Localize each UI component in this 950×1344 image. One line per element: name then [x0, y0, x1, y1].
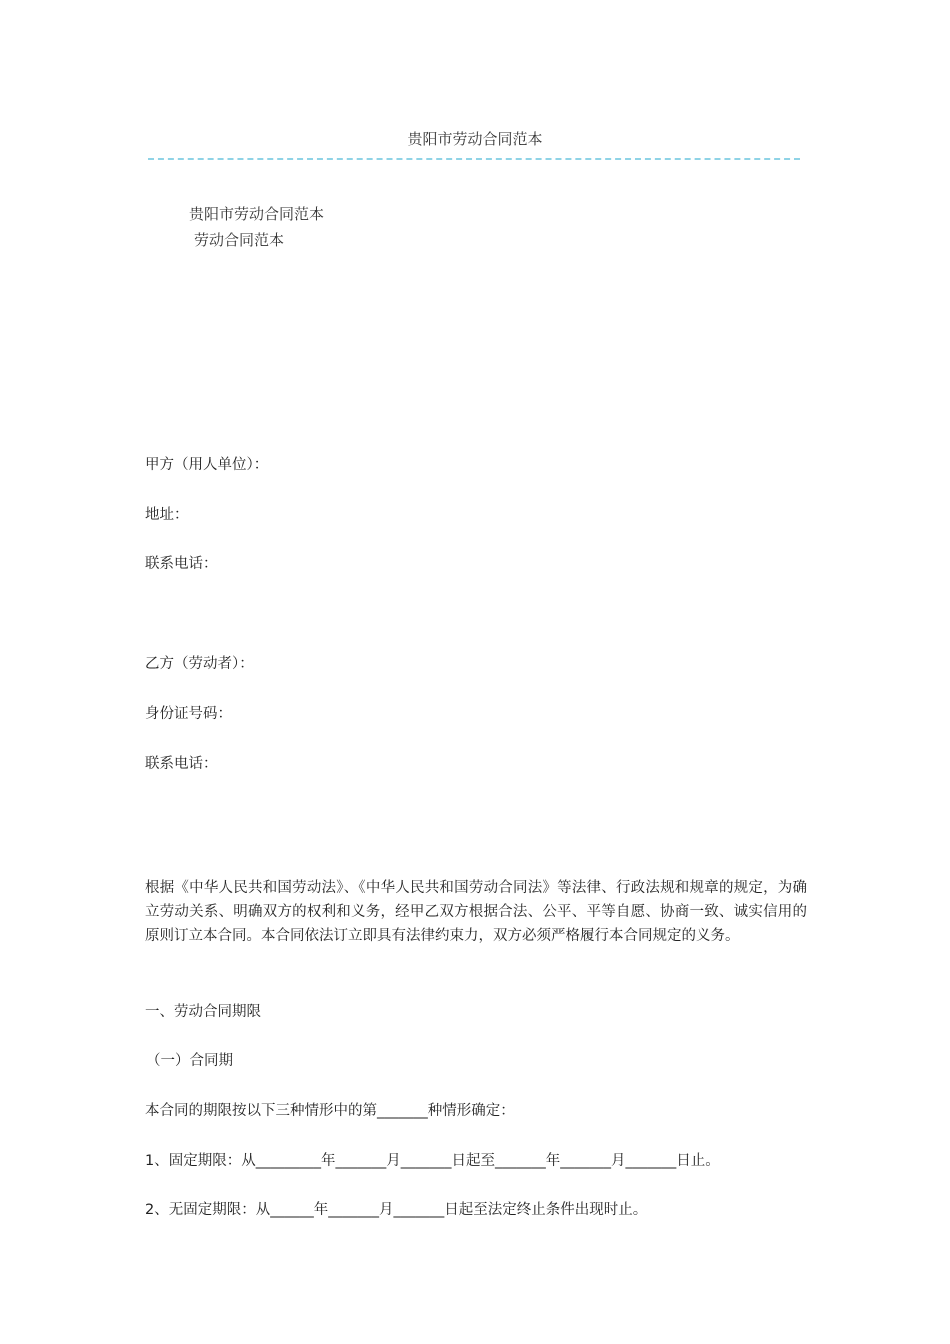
subtitle-labor-contract: 劳动合同范本 — [194, 231, 285, 249]
party-a-phone-label: 联系电话： — [145, 556, 218, 572]
party-a-address-label: 地址： — [145, 507, 189, 523]
intro-paragraph: 根据《中华人民共和国劳动法》、《中华人民共和国劳动合同法》等法律、行政法规和规章的规定，为确立劳动关系、明确双方的权利和义务，经甲乙双方根据合法、公平、平等自愿、协商一致、诚实信用的原则订立本合同。本合同依法订立即具有法律约束力，双方必须严格履行本合同规定的义务。 — [145, 880, 807, 944]
section-heading-contract-term: 一、劳动合同期限 — [145, 1004, 261, 1020]
party-b-id-label: 身份证号码： — [145, 706, 232, 722]
term-intro-line: 本合同的期限按以下三种情形中的第_______种情形确定： — [145, 1103, 515, 1119]
party-b-name-label: 乙方（劳动者）： — [145, 656, 254, 672]
document-title: 贵阳市劳动合同范本 — [407, 130, 543, 148]
term-item-open-ended: 2、无固定期限：从______年_______月_______日起至法定终止条件出现时止。 — [145, 1202, 648, 1218]
party-b-phone-label: 联系电话： — [145, 756, 218, 772]
subsection-heading-contract-period: （一）合同期 — [146, 1053, 233, 1069]
term-item-fixed: 1、固定期限：从_________年_______月_______日起至_______年_______月_______日止。 — [145, 1153, 720, 1169]
party-a-name-label: 甲方（用人单位）： — [145, 457, 269, 473]
subtitle-city-contract: 贵阳市劳动合同范本 — [189, 205, 325, 223]
title-divider — [148, 158, 800, 160]
